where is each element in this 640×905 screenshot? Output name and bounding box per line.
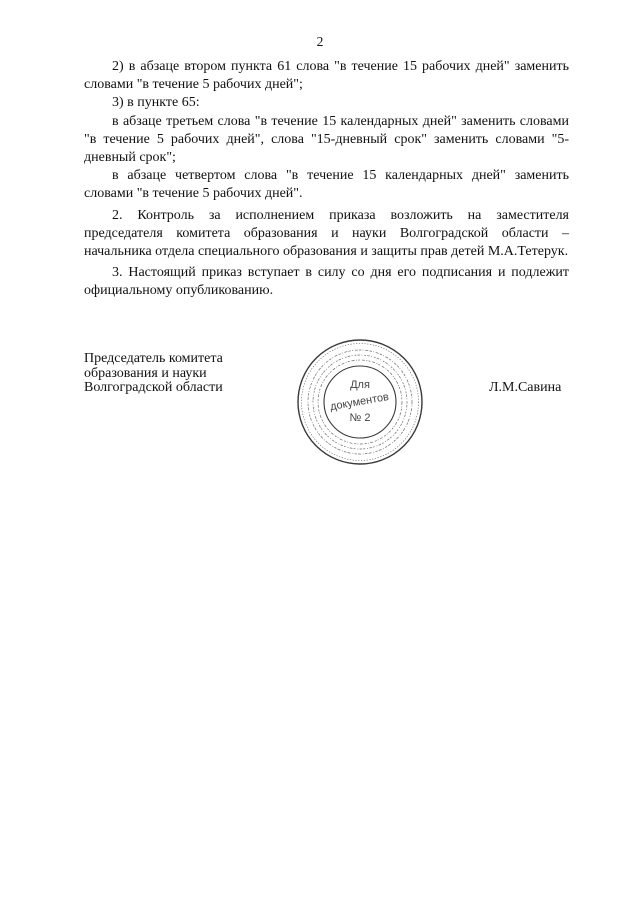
paragraph-abzac-fourth: в абзаце четвертом слова "в течение 15 календарных дней" заменить словами "в течение 5 рабочих дней".	[84, 168, 569, 202]
paragraph-effective: 3. Настоящий приказ вступает в силу со дня его подписания и подлежит официальному опубликованию.	[84, 265, 569, 299]
paragraph-control: 2. Контроль за исполнением приказа возложить на заместителя председателя комитета образования и науки Волгоградской области – начальника отдела специального образования и защиты прав детей М.А.Тетерук.	[84, 207, 569, 260]
paragraph-amend-61: 2) в абзаце втором пункта 61 слова "в течение 15 рабочих дней" заменить словами "в течение 5 рабочих дней";	[84, 59, 569, 93]
signatory-position	[84, 352, 284, 396]
official-stamp	[294, 336, 426, 468]
signatory-name: Л.М.Савина	[489, 380, 562, 395]
paragraph-abzac-third: в абзаце третьем слова "в течение 15 календарных дней" заменить словами "в течение 5 рабочих дней", слова "15-дневный срок" заменить словами "5-дневный срок";	[84, 113, 569, 166]
signatory-position-line: Волгоградской области	[84, 380, 223, 395]
signatory-position-line: Председатель комитета	[84, 351, 223, 366]
page-number: 2	[316, 34, 324, 49]
signatory-position-line: образования и науки	[84, 365, 207, 381]
document-body	[84, 58, 569, 301]
stamp-text-line: Для	[350, 379, 370, 391]
stamp-text-line: № 2	[349, 412, 371, 424]
paragraph-point-65: 3) в пункте 65:	[112, 95, 200, 111]
stamp-text-line: документов	[329, 390, 390, 414]
